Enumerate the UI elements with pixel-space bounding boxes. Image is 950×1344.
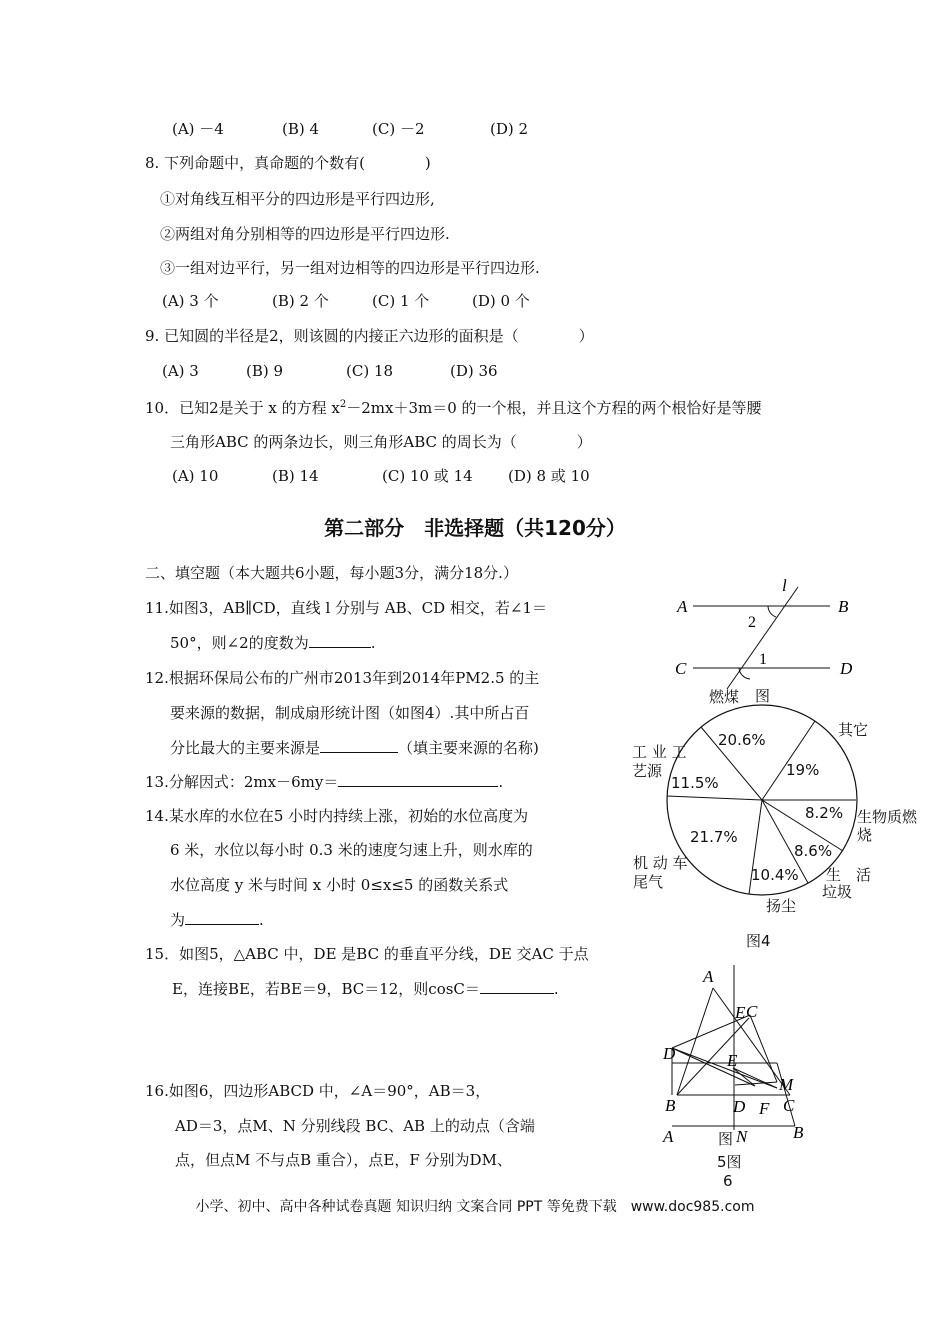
fig6-label-f: F: [759, 1099, 770, 1118]
fig5-label-a: A: [703, 967, 714, 986]
answer-blank[interactable]: [185, 910, 259, 925]
fig5-label-b: B: [665, 1096, 676, 1115]
fig6-label-m: M: [779, 1075, 794, 1094]
q10-option-b: (B) 14: [272, 467, 319, 485]
answer-blank[interactable]: [480, 979, 554, 994]
q10-stem: 10．已知2是关于 x 的方程 $x^2-2mx+3m=0$ 的一个根，并且这个方程的两个根恰好是等腰: [145, 399, 762, 417]
label-bio-2: 烧: [857, 826, 873, 844]
q9-option-d: (D) 36: [450, 362, 498, 380]
q10-option-d: (D) 8 或 10: [508, 467, 590, 485]
label-industry: 工 业 工: [632, 743, 687, 761]
q14-line-3: 水位高度 y 米与时间 x 小时 0≤x≤5 的函数关系式: [170, 876, 509, 894]
figure-3-caption: 图: [755, 687, 771, 705]
q10-option-a: (A) 10: [172, 467, 219, 485]
pct-bio: 8.2%: [805, 804, 844, 822]
answer-blank[interactable]: [338, 772, 498, 787]
q12-line-2: 要来源的数据，制成扇形统计图（如图4）.其中所占百: [170, 704, 530, 722]
q12-line-1: 12.根据环保局公布的广州市2013年到2014年PM2.5 的主: [145, 669, 540, 687]
figure-5-number: 5图: [717, 1153, 742, 1171]
q16-line-1: 16.如图6，四边形ABCD 中，∠A＝90°，AB＝3，: [145, 1082, 491, 1100]
fig5-label-d: D: [733, 1097, 746, 1116]
label-life: 生 活: [826, 866, 872, 884]
q7-option-a: (A) －4: [172, 120, 224, 138]
q9-stem: 9. 已知圆的半径是2，则该圆的内接正六边形的面积是（ ）: [145, 327, 594, 345]
q14-line-2: 6 米，水位以每小时 0.3 米的速度匀速上升，则水库的: [170, 841, 533, 859]
label-industry-2: 艺源: [632, 762, 663, 780]
q14-line-4: 为 .: [170, 911, 264, 929]
q15-line-2: E，连接BE，若BE＝9，BC＝12，则cosC＝ .: [172, 980, 559, 998]
pct-vehicle: 21.7%: [690, 828, 738, 846]
fig6-label-e: E: [727, 1051, 738, 1070]
label-coal: 燃煤: [709, 688, 740, 706]
line-l-label: l: [782, 576, 787, 595]
label-vehicle-2: 尾气: [633, 873, 664, 891]
q12-line-3: 分比最大的主要来源是 （填主要来源的名称): [170, 739, 539, 757]
pct-life: 8.6%: [794, 842, 833, 860]
label-dust: 扬尘: [766, 897, 797, 915]
fig6-label-c: C: [783, 1096, 795, 1115]
q16-line-2: AD＝3，点M、N 分别线段 BC、AB 上的动点（含端: [175, 1117, 535, 1135]
figure-5-6-geometry: [655, 960, 830, 1150]
pct-dust: 10.4%: [751, 866, 799, 884]
figure-4-caption: 图4: [746, 932, 771, 950]
q9-option-c: (C) 18: [346, 362, 394, 380]
fig5-label-e: E: [735, 1003, 746, 1022]
page-footer: 小学、初中、高中各种试卷真题 知识归纳 文案合同 PPT 等免费下载 www.doc985.com: [195, 1199, 755, 1215]
point-d-label: D: [840, 659, 853, 678]
answer-blank[interactable]: [320, 738, 398, 753]
q11-line-2: 50°，则∠2的度数为 .: [170, 634, 376, 652]
q16-line-3: 点，但点M 不与点B 重合），点E，F 分别为DM、: [175, 1151, 512, 1169]
point-c-label: C: [675, 659, 687, 678]
q10-option-c: (C) 10 或 14: [382, 467, 473, 485]
point-b-label: B: [838, 597, 849, 616]
fig6-label-b: B: [793, 1123, 804, 1142]
figure-5-caption: 图: [718, 1130, 734, 1148]
label-bio: 生物质燃: [857, 808, 918, 826]
q8-stem: 8. 下列命题中，真命题的个数有( ): [145, 154, 431, 172]
point-a-label: A: [677, 597, 688, 616]
q9-option-a: (A) 3: [162, 362, 199, 380]
fig6-label-a: A: [663, 1127, 674, 1146]
pct-other: 19%: [786, 761, 820, 779]
q10-stem-2: 三角形ABC 的两条边长，则三角形ABC 的周长为（ ）: [170, 433, 592, 451]
q11-line-1: 11.如图3，AB∥CD，直线 l 分别与 AB、CD 相交，若∠1＝: [145, 599, 548, 617]
fig6-label-d: D: [663, 1044, 676, 1063]
label-other: 其它: [838, 721, 869, 739]
q7-option-b: (B) 4: [282, 120, 320, 138]
answer-blank[interactable]: [309, 633, 371, 648]
q8-option-a: (A) 3 个: [162, 292, 219, 310]
q7-option-d: (D) 2: [490, 120, 529, 138]
section2-heading: 二、填空题（本大题共6小题，每小题3分，满分18分.）: [145, 564, 518, 582]
fig5-label-c: C: [746, 1002, 758, 1021]
q15-line-1: 15．如图5，△ABC 中，DE 是BC 的垂直平分线，DE 交AC 于点: [145, 945, 589, 963]
q9-option-b: (B) 9: [246, 362, 284, 380]
pct-industry: 11.5%: [671, 774, 719, 792]
q8-item-2: ②两组对角分别相等的四边形是平行四边形.: [160, 225, 450, 243]
q7-option-c: (C) －2: [372, 120, 425, 138]
q8-item-3: ③一组对边平行，另一组对边相等的四边形是平行四边形.: [160, 259, 540, 277]
part2-title: 第二部分 非选择题（共120分）: [324, 516, 626, 540]
fig6-label-n: N: [736, 1127, 748, 1146]
figure-3-parallel-lines: [660, 575, 880, 700]
q8-option-d: (D) 0 个: [472, 292, 530, 310]
angle-1-label: 1: [759, 651, 767, 668]
label-vehicle: 机 动 车: [633, 854, 688, 872]
pct-coal: 20.6%: [718, 731, 766, 749]
q8-option-c: (C) 1 个: [372, 292, 430, 310]
q8-item-1: ①对角线互相平分的四边形是平行四边形,: [160, 190, 435, 208]
q14-line-1: 14.某水库的水位在5 小时内持续上涨，初始的水位高度为: [145, 807, 529, 825]
q8-option-b: (B) 2 个: [272, 292, 329, 310]
label-life-2: 垃圾: [822, 883, 853, 901]
figure-6-number: 6: [723, 1172, 733, 1190]
q13-line: 13.分解因式：2mx－6my＝ .: [145, 773, 504, 791]
angle-2-label: 2: [748, 614, 756, 631]
